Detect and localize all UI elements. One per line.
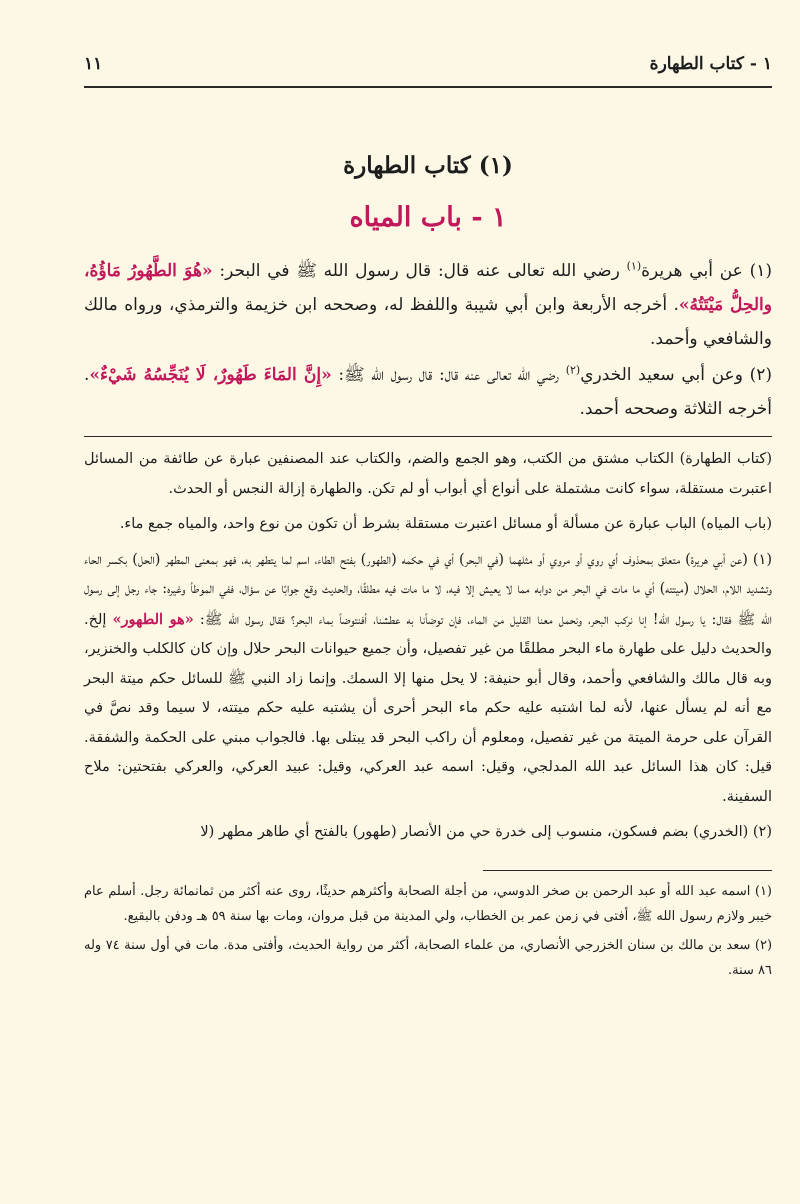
hadith-2-quote: «إِنَّ المَاءَ طَهُورٌ، لَا يُنَجِّسُهُ شَيْءٌ» [89,365,332,385]
hadith-1-chain: رضي الله تعالى عنه قال: قال رسول الله ﷺ في البحر: [212,261,627,281]
hadith-2-source: . أخرجه الثلاثة وصححه أحمد. [84,365,772,419]
hadith-2-intro: (٢) وعن أبي سعيد الخدري [580,365,772,385]
hadith-2-chain: رضي الله تعالى عنه قال: قال رسول الله ﷺ: [331,365,566,385]
page-number: ١١ [84,54,103,74]
commentary-text: إلخ. والحديث دليل على طهارة ماء البحر مطلقًا من غير تفصيل، وأن جميع حيوانات البحر حلال وإن كان كالكلب والخنزير، وبه قال مالك والشافعي وأحمد، وقال أبو حنيفة: لا يحل منها إلا السمك. وإنما زاد النبي ﷺ للسائل حكم ميتة البحر مع أنه لم يسأل عنها، لأنه لما اشتبه عليه حكم ماء البحر أحرى أن يشتبه عليه حكم ميتته، لا سيما وقد نصَّ في القرآن على حرمة الميتة من غير تفصيل، ومعلوم أن راكب البحر قد يبتلى بها. فالجواب مبني على الحكمة والشفقة. قيل: كان هذا السائل عبد الله المدلجي، وقيل: اسمه عبد العركي، وقيل: عبيد العركي، والعركي بفتحتين: ملاح السفينة. [84,611,772,805]
running-title: ١ - كتاب الطهارة [649,54,772,74]
chapter-title: (١) كتاب الطهارة [343,152,513,179]
commentary-text: (١) (عن أبي هريرة) متعلق بمحذوف أي روي أو مروي أو مثلهما (في البحر) أي في حكمه (الطهور) بفتح الطاء، اسم لما يتطهر به، فهو بمعنى المطهر (الحل) بكسر الحاء وتشديد اللام، الحلال (ميتته) أي ما مات في البحر من دوابه مما لا يعيش إلا فيه، لا ما مات فيه مطلقًا، والحديث وقع جوابًا عن سؤال، ففي الموطأ وغيره: جاء رجل إلى رسول الله ﷺ فقال: يا رسول الله! إنا نركب البحر، ونحمل معنا القليل من الماء، فإن توضأنا به عطشنا، أفنتوضأ بماء البحر؟ فقال رسول الله ﷺ: [84,551,773,628]
footnote-divider [483,870,772,871]
book-page [84,50,772,987]
footnote-2: (٢) سعد بن مالك بن سنان الخزرجي الأنصاري، من علماء الصحابة، أكثر من رواية الحديث، وأفتى مدة. مات في أول سنة ٧٤ وله ٨٦ سنة. [84,937,773,978]
commentary-paragraph: (كتاب الطهارة) الكتاب مشتق من الكتب، وهو الجمع والضم، والكتاب عند المصنفين عبارة عن طائفة من المسائل اعتبرت مستقلة، سواء كانت مشتملة على أنواع أي أبواب أو لم تكن. والطهارة إزالة النجس أو الحدث. [84,451,772,497]
footnote-ref-1: (١) [626,259,642,273]
footnote-ref-2: (٢) [565,363,581,377]
hadith-1-source: . أخرجه الأربعة وابن أبي شيبة واللفظ له، وصححه ابن خزيمة والترمذي، ورواه مالك والشافعي وأحمد. [84,295,772,349]
running-header [84,50,772,88]
commentary-paragraph [84,546,772,813]
hadith-1-quote: «هُوَ الطَّهُورُ مَاؤُهُ، والحِلُّ مَيْتَتُهُ» [84,261,772,315]
commentary-paragraph: (٢) (الخدري) بضم فسكون، منسوب إلى خدرة حي من الأنصار (طهور) بالفتح أي طاهر مطهر (لا [200,824,772,840]
commentary-quote: «هو الطهور» [112,610,194,628]
hadith-2 [84,358,772,426]
hadith-1-intro: (١) عن أبي هريرة [641,261,773,281]
commentary-divider [84,436,772,437]
hadith-1 [84,254,772,356]
commentary-paragraph: (باب المياه) الباب عبارة عن مسألة أو مسائل اعتبرت مستقلة بشرط أن تكون من نوع واحد، والمياه جمع ماء. [119,516,772,532]
section-title: ١ - باب المياه [349,202,507,233]
footnote-1: (١) اسمه عبد الله أو عبد الرحمن بن صخر الدوسي، من أجلة الصحابة وأكثرهم حديثًا، روى عنه أكثر من ثمانمائة رجل. أسلم عام خيبر ولازم رسول الله ﷺ، أفتى في زمن عمر بن الخطاب، ولي المدينة من قبل مروان، ومات بها سنة ٥٩ هـ ودفن بالبقيع. [84,883,772,924]
